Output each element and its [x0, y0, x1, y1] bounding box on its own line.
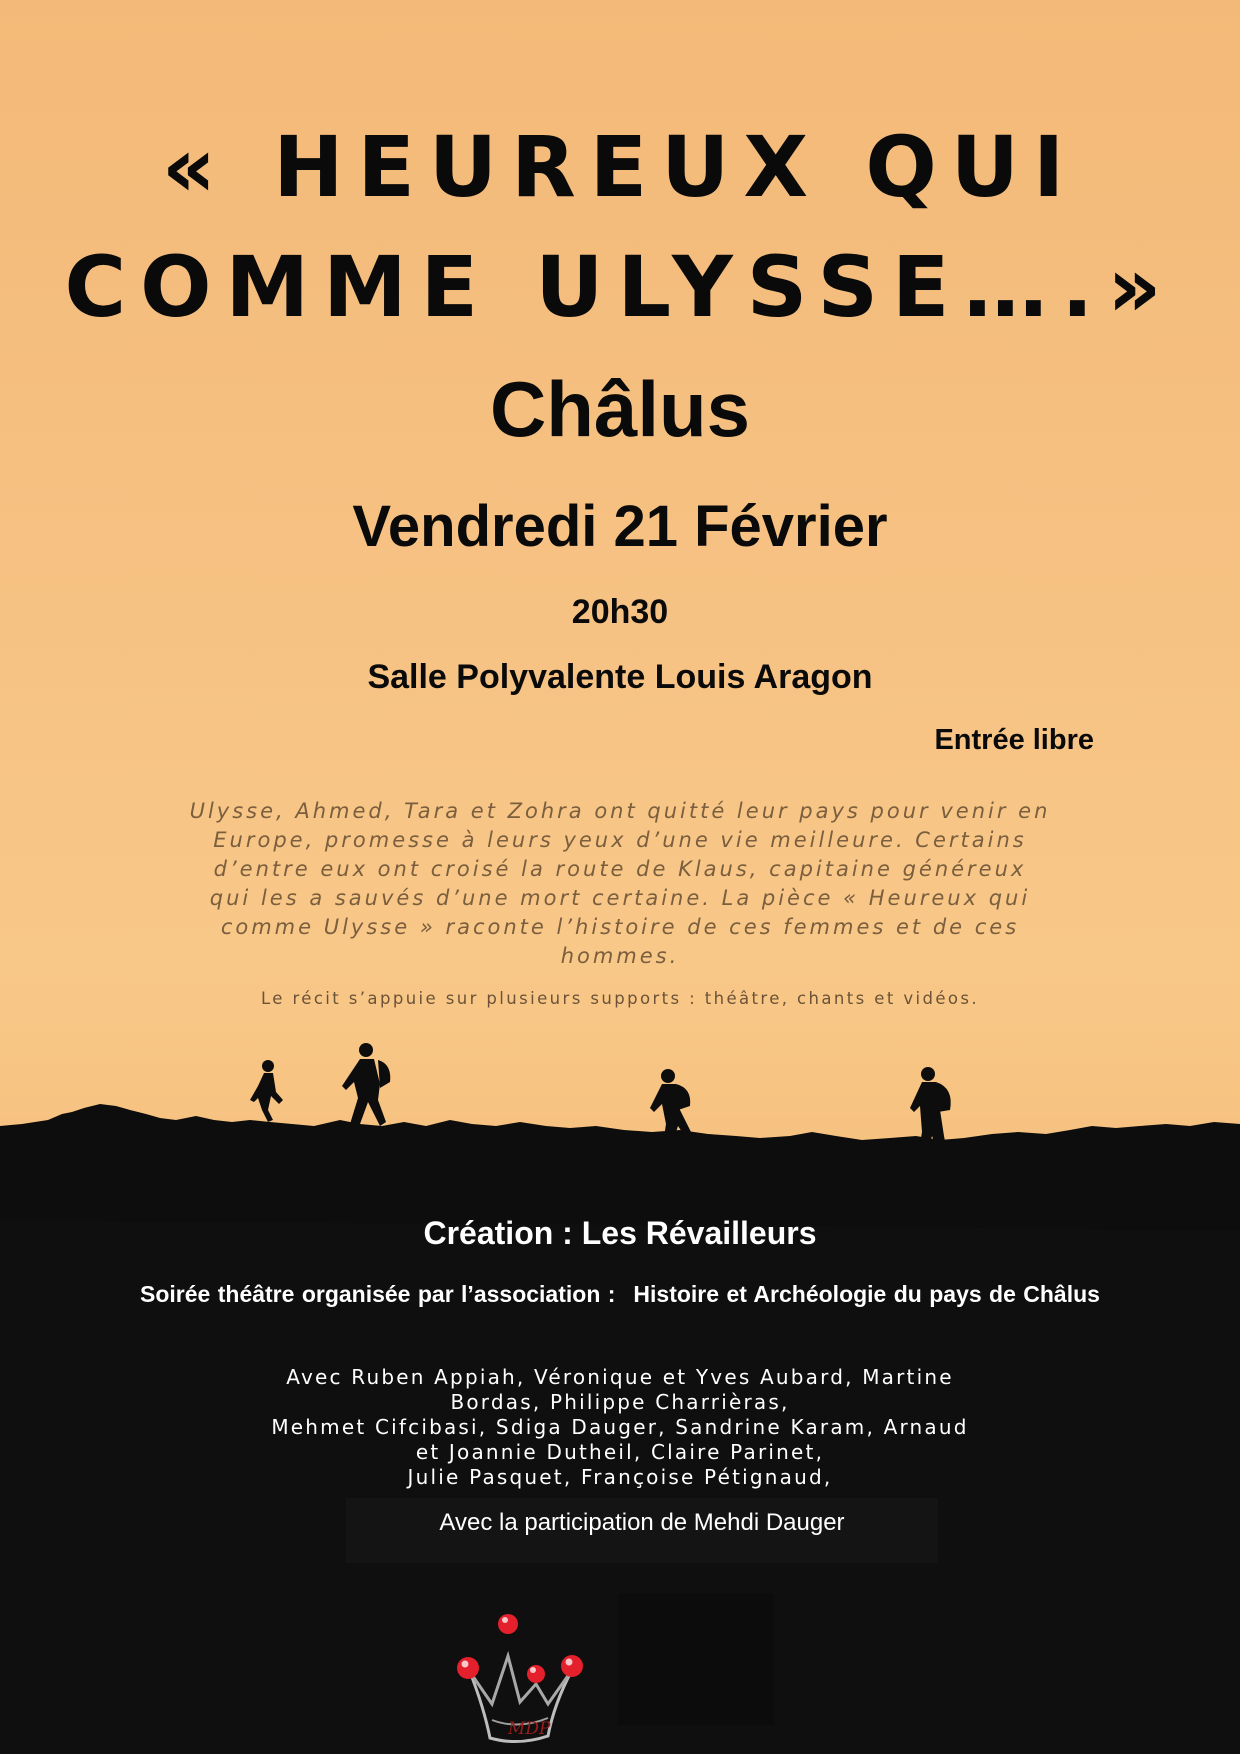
- dark-panel: [618, 1593, 774, 1725]
- logo-text: MDP: [508, 1719, 551, 1739]
- synopsis-line: qui les a sauvés d’une mort certaine. La pièce « Heureux qui: [209, 886, 1031, 910]
- synopsis-line: Europe, promesse à leurs yeux d’une vie meilleure. Certains: [213, 828, 1027, 852]
- entry-info: Entrée libre: [934, 724, 1094, 756]
- synopsis-line: hommes.: [560, 944, 680, 968]
- synopsis-line: comme Ulysse » raconte l’histoire de ces femmes et de ces: [220, 915, 1020, 939]
- hiker-2-icon: [342, 1043, 390, 1126]
- cast-line: Bordas, Philippe Charrièras,: [450, 1390, 790, 1414]
- event-time: 20h30: [571, 593, 669, 631]
- event-venue: Salle Polyvalente Louis Aragon: [367, 658, 873, 696]
- town-name: Châlus: [489, 365, 751, 453]
- cast-line: Julie Pasquet, Françoise Pétignaud,: [407, 1465, 833, 1489]
- association-name: Histoire et Archéologie du pays de Châlus: [633, 1281, 1100, 1307]
- title-line-1: « HEUREUX QUI: [161, 118, 1079, 216]
- synopsis-line: Ulysse, Ahmed, Tara et Zohra ont quitté leur pays pour venir en: [189, 799, 1051, 823]
- cast-line: Mehmet Cifcibasi, Sdiga Dauger, Sandrine Karam, Arnaud: [271, 1415, 969, 1439]
- organiser-prefix: Soirée théâtre organisée par l’association :: [140, 1281, 616, 1307]
- support-note: Le récit s’appuie sur plusieurs supports : théâtre, chants et vidéos.: [260, 989, 980, 1008]
- cast-line: Avec Ruben Appiah, Véronique et Yves Aubard, Martine: [286, 1365, 954, 1389]
- cast-list: [200, 1365, 1040, 1490]
- organiser-line: [0, 1281, 1240, 1308]
- jester-crown-logo-icon: [448, 1612, 590, 1754]
- hiker-1-icon: [250, 1060, 283, 1122]
- title-line-2: COMME ULYSSE….»: [64, 238, 1176, 336]
- synopsis: [150, 797, 1090, 971]
- event-date: Vendredi 21 Février: [352, 494, 888, 559]
- participation-credit: Avec la participation de Mehdi Dauger: [439, 1509, 845, 1536]
- cast-line: et Joannie Dutheil, Claire Parinet,: [415, 1440, 825, 1464]
- creation-credit: Création : Les Révailleurs: [423, 1215, 817, 1251]
- synopsis-line: d’entre eux ont croisé la route de Klaus, capitaine généreux: [213, 857, 1027, 881]
